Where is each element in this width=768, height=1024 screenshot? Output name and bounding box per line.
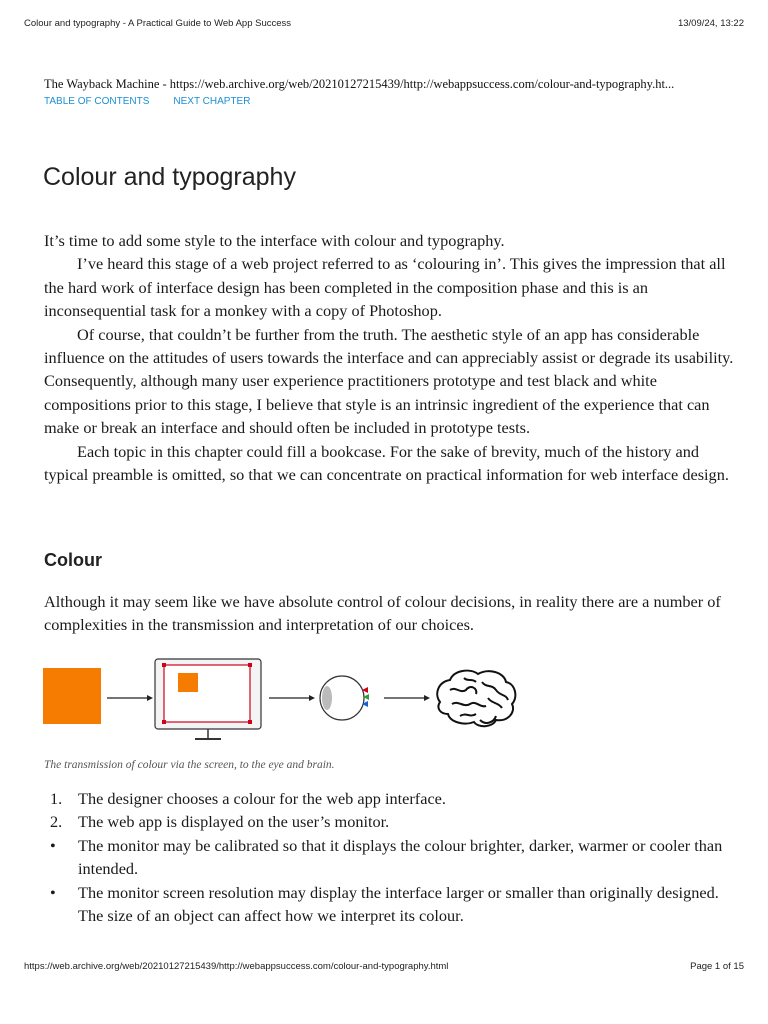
colour-transmission-diagram bbox=[40, 650, 530, 750]
monitor-icon bbox=[155, 659, 261, 739]
paragraph: Of course, that couldn’t be further from the truth. The aesthetic style of an app has considerable influence on the attitudes of users towards the interface and can appreciably assist or degrade its usability. Consequently, although many user experience practitioners prototype and test black and white compositions prior to this stage, I believe that style is an intrinsic ingredient of the experience that can make or break an interface and should often be included in prototype tests. bbox=[44, 324, 734, 438]
figure-caption: The transmission of colour via the screen, to the eye and brain. bbox=[44, 759, 335, 771]
intro-text bbox=[44, 229, 734, 486]
eye-icon bbox=[320, 676, 369, 720]
list-item-text: The web app is displayed on the user’s monitor. bbox=[78, 812, 390, 832]
list-item bbox=[44, 810, 734, 833]
list-item-text: The designer chooses a colour for the web app interface. bbox=[78, 789, 446, 808]
print-header bbox=[24, 18, 744, 29]
list-marker: • bbox=[50, 835, 56, 855]
list-marker: • bbox=[50, 882, 56, 902]
transmission-steps-list bbox=[44, 787, 734, 927]
chapter-nav bbox=[44, 96, 250, 107]
paragraph: I’ve heard this stage of a web project referred to as ‘colouring in’. This gives the impression that all the hard work of interface design has been completed in the composition phase and this is an inconsequential task for a monkey with a copy of Photoshop. bbox=[44, 254, 726, 321]
page-title: Colour and typography bbox=[43, 163, 296, 191]
arrow-icon bbox=[107, 695, 153, 701]
list-item-text: The monitor screen resolution may display the interface larger or smaller than originally designed. The size of an object can affect how we interpret its colour. bbox=[78, 882, 719, 926]
list-item bbox=[44, 834, 734, 881]
list-item-text: The monitor may be calibrated so that it displays the colour brighter, darker, warmer or cooler than intended. bbox=[78, 835, 723, 879]
list-item bbox=[44, 787, 734, 810]
paragraph: It’s time to add some style to the interface with colour and typography. bbox=[44, 231, 505, 250]
section-intro: Although it may seem like we have absolute control of colour decisions, in reality there are a number of complexities in the transmission and interpretation of our choices. bbox=[44, 592, 721, 635]
section-heading-colour: Colour bbox=[44, 550, 102, 570]
wayback-banner[interactable]: The Wayback Machine - https://web.archive.org/web/20210127215439/http://webappsuccess.com/colour-and-typography.ht... bbox=[44, 77, 675, 91]
paragraph: Each topic in this chapter could fill a bookcase. For the sake of brevity, much of the history and typical preamble is omitted, so that we can concentrate on practical information for web interface design. bbox=[44, 441, 729, 485]
list-marker: 2. bbox=[50, 812, 63, 832]
next-chapter-link[interactable]: NEXT CHAPTER bbox=[173, 96, 251, 107]
print-header-title: Colour and typography - A Practical Guide to Web App Success bbox=[24, 18, 292, 29]
brain-icon bbox=[437, 671, 515, 727]
list-item bbox=[44, 881, 734, 928]
page-number: Page 1 of 15 bbox=[690, 961, 744, 972]
list-marker: 1. bbox=[50, 789, 63, 808]
print-footer-url: https://web.archive.org/web/20210127215439/http://webappsuccess.com/colour-and-typography.html bbox=[24, 961, 449, 972]
arrow-icon bbox=[384, 695, 430, 701]
print-header-datetime: 13/09/24, 13:22 bbox=[677, 18, 744, 29]
arrow-icon bbox=[269, 695, 315, 701]
print-footer bbox=[24, 961, 744, 972]
colour-swatch bbox=[43, 668, 101, 724]
table-of-contents-link[interactable]: TABLE OF CONTENTS bbox=[44, 96, 150, 107]
